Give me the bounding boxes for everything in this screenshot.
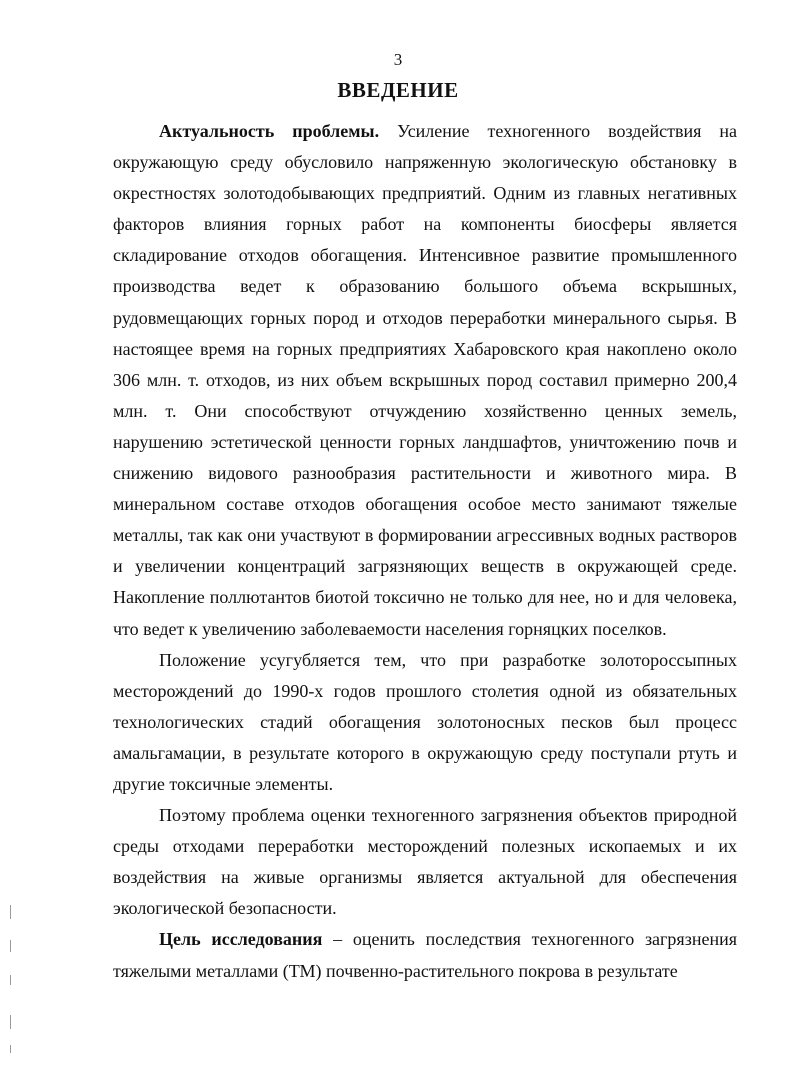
scan-margin-mark [10,905,11,919]
scan-margin-mark [10,1045,11,1053]
scan-margin-mark [10,1015,11,1029]
paragraph-text: Положение усугубляется тем, что при разработке золотороссыпных месторождений до 1990-х годов прошлого столетия одной из обязательных технологических стадий обогащения золотоносных песков был процесс амальгамации, в результате которого в окружающую среду поступали ртуть и другие токсичные элементы. [113,649,737,794]
scan-margin-mark [10,975,11,985]
paragraph-text: – оценить последствия техногенного загрязнения тяжелыми металлами (ТМ) почвенно-растительного покрова в результате [113,929,737,981]
paragraph-amalgamation [113,645,737,800]
page-number: 3 [393,50,403,69]
paragraph-lead: Цель исследования [159,929,323,950]
paragraph-goal [113,924,737,986]
paragraph-relevance [113,116,737,645]
paragraph-text: Поэтому проблема оценки техногенного загрязнения объектов природной среды отходами переработки месторождений полезных ископаемых и их воздействия на живые организмы является актуальной для обеспечения экологической безопасности. [113,805,737,919]
body-text [113,116,737,987]
section-heading: ВВЕДЕНИЕ [337,78,459,102]
paragraph-lead: Актуальность проблемы. [159,121,380,141]
paragraph-text: Усиление техногенного воздействия на окружающую среду обусловило напряженную экологическую обстановку в окрестностях золотодобывающих предприятий. Одним из главных негативных факторов влияния горных работ на компоненты биосферы является складирование отходов обогащения. Интенсивное развитие промышленного производства ведет к образованию большого объема вскрышных, рудовмещающих горных пород и отходов переработки минерального сырья. В настоящее время на горных предприятиях Хабаровского края накоплено около 306 млн. т. отходов, из них объем вскрышных пород составил примерно 200,4 млн. т. Они способствуют отчуждению хозяйственно ценных земель, нарушению эстетической ценности горных ландшафтов, уничтожению почв и снижению видового разнообразия растительности и животного мира. В минеральном составе отходов обогащения особое место занимают тяжелые металлы, так как они участвуют в формировании агрессивных водных растворов и увеличении концентраций загрязняющих веществ в окружающей среде. Накопление поллютантов биотой токсично не только для нее, но и для человека, что ведет к увеличению заболеваемости населения горняцких поселков. [113,121,737,639]
scan-margin-mark [10,940,11,952]
paragraph-problem [113,800,737,924]
